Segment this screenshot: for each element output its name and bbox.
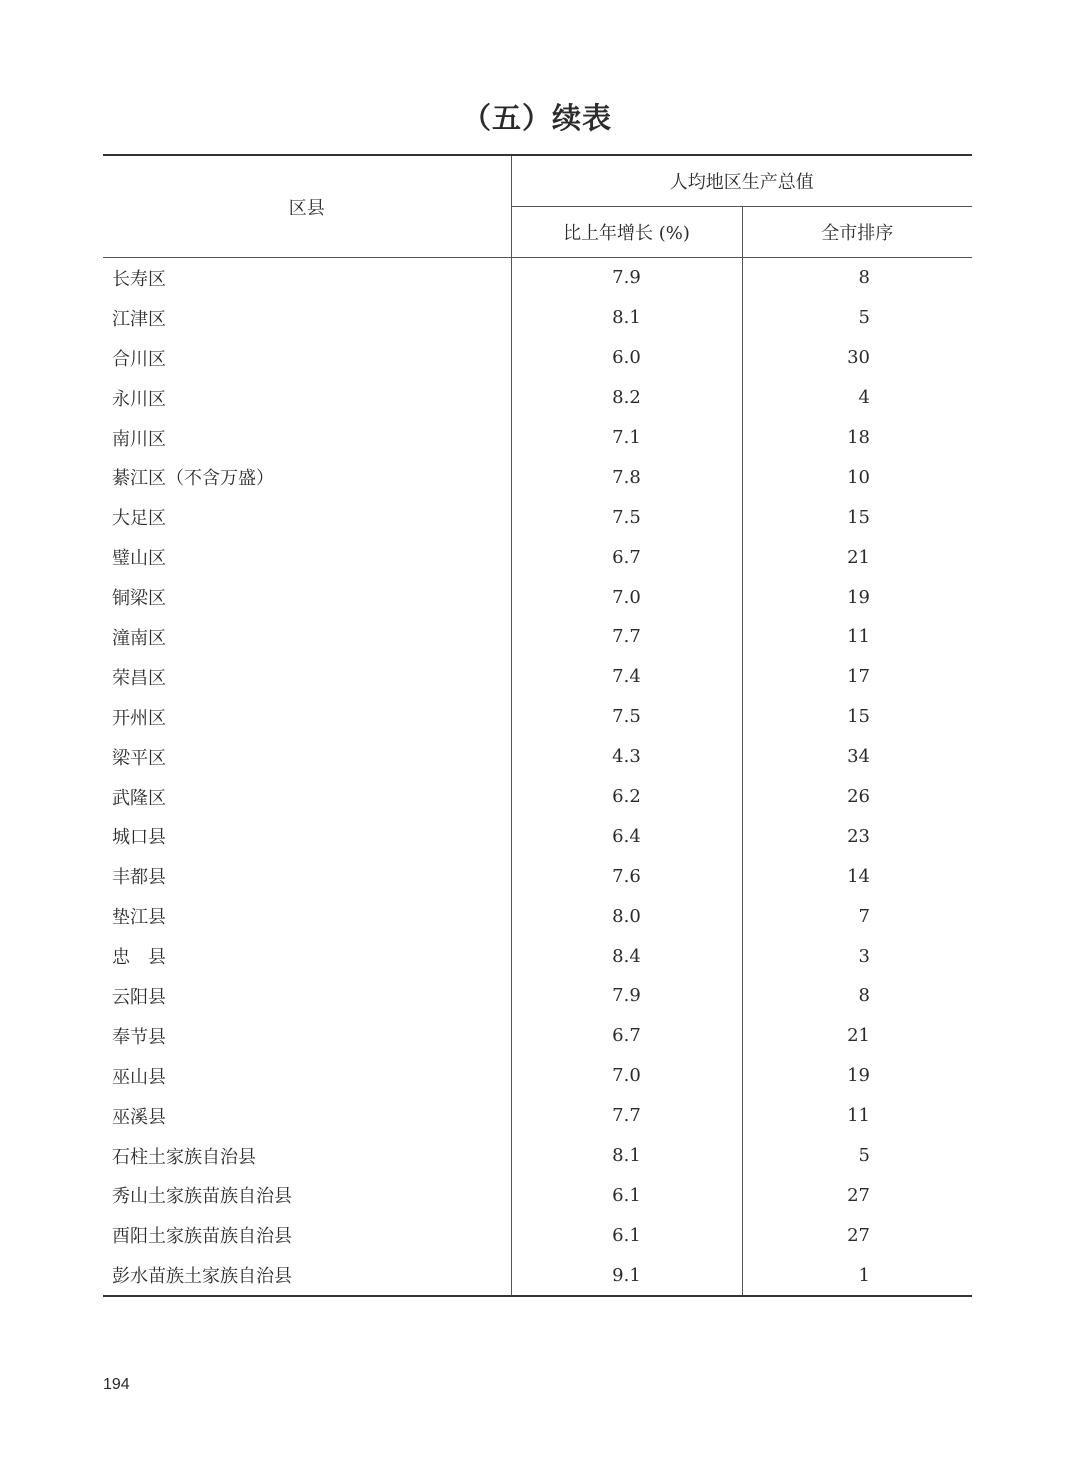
- growth-cell: 7.5: [511, 697, 742, 737]
- growth-cell: 7.9: [511, 976, 742, 1016]
- district-name-cell: 璧山区: [112, 548, 166, 570]
- table-row: [103, 617, 972, 657]
- growth-cell: 6.7: [511, 537, 742, 577]
- rank-cell: 27: [742, 1175, 972, 1215]
- district-name-cell: 潼南区: [112, 627, 166, 649]
- rank-cell: 34: [742, 737, 972, 777]
- rank-cell: 5: [742, 298, 972, 338]
- district-name-cell: 铜梁区: [112, 588, 166, 610]
- growth-cell: 7.6: [511, 856, 742, 896]
- rank-cell: 15: [742, 697, 972, 737]
- rank-cell: 3: [742, 936, 972, 976]
- table-row: [103, 338, 972, 378]
- growth-cell: 8.4: [511, 936, 742, 976]
- district-name-cell: 江津区: [112, 308, 166, 330]
- district-name-cell: 云阳县: [112, 986, 166, 1008]
- rank-cell: 14: [742, 856, 972, 896]
- district-name-cell: 彭水苗族土家族自治县: [103, 1255, 511, 1296]
- district-name-cell: 梁平区: [112, 747, 166, 769]
- rank-cell: 18: [742, 418, 972, 458]
- table-row: [103, 457, 972, 497]
- growth-cell: 9.1: [511, 1255, 742, 1296]
- growth-cell: 7.4: [511, 657, 742, 697]
- table-row: [103, 1255, 972, 1296]
- rank-cell: 23: [742, 816, 972, 856]
- rank-cell: 11: [742, 1096, 972, 1136]
- table-row: [103, 418, 972, 458]
- table-row: [103, 537, 972, 577]
- growth-cell: 7.9: [511, 258, 742, 298]
- rank-cell: 19: [742, 577, 972, 617]
- district-name-cell: 永川区: [112, 388, 166, 410]
- district-name-cell: 垫江县: [112, 907, 166, 929]
- rank-cell: 21: [742, 537, 972, 577]
- growth-cell: 6.0: [511, 338, 742, 378]
- district-name-cell: 大足区: [112, 508, 166, 530]
- district-name-cell: 綦江区（不含万盛）: [112, 468, 274, 490]
- table-row: [103, 1175, 972, 1215]
- table-row: [103, 976, 972, 1016]
- gdp-per-capita-table: [103, 154, 972, 1297]
- district-name-cell: 秀山土家族苗族自治县: [112, 1186, 292, 1208]
- growth-cell: 6.4: [511, 816, 742, 856]
- rank-cell: 5: [742, 1136, 972, 1176]
- district-name-cell: 开州区: [112, 707, 166, 729]
- table-body: [103, 258, 972, 1297]
- table-row: [103, 298, 972, 338]
- table-row: [103, 856, 972, 896]
- page-number: 194: [103, 1376, 130, 1393]
- table-row: [103, 816, 972, 856]
- growth-cell: 8.1: [511, 298, 742, 338]
- growth-cell: 8.0: [511, 896, 742, 936]
- growth-cell: 7.5: [511, 497, 742, 537]
- table-header: [103, 155, 972, 258]
- table-row: [103, 1016, 972, 1056]
- growth-cell: 7.7: [511, 617, 742, 657]
- page-title: （五）续表: [461, 101, 612, 135]
- column-header-growth: 比上年增长 (%): [511, 207, 742, 258]
- table-row: [103, 896, 972, 936]
- rank-cell: 1: [742, 1255, 972, 1296]
- rank-cell: 21: [742, 1016, 972, 1056]
- rank-cell: 27: [742, 1215, 972, 1255]
- table-row: [103, 777, 972, 817]
- district-name-cell: 长寿区: [112, 268, 166, 290]
- rank-cell: 30: [742, 338, 972, 378]
- table-row: [103, 378, 972, 418]
- rank-cell: 15: [742, 497, 972, 537]
- table-row: [103, 657, 972, 697]
- rank-cell: 17: [742, 657, 972, 697]
- table-row: [103, 697, 972, 737]
- table-row: [103, 1136, 972, 1176]
- growth-cell: 6.1: [511, 1175, 742, 1215]
- growth-cell: 7.8: [511, 457, 742, 497]
- table-row: [103, 1056, 972, 1096]
- rank-cell: 8: [742, 258, 972, 298]
- growth-cell: 6.2: [511, 777, 742, 817]
- table-row: [103, 497, 972, 537]
- growth-cell: 6.1: [511, 1215, 742, 1255]
- growth-cell: 7.0: [511, 1056, 742, 1096]
- rank-cell: 26: [742, 777, 972, 817]
- district-name-cell: 巫溪县: [112, 1106, 166, 1128]
- district-name-cell: 巫山县: [112, 1066, 166, 1088]
- table-row: [103, 577, 972, 617]
- table-row: [103, 737, 972, 777]
- rank-cell: 19: [742, 1056, 972, 1096]
- growth-cell: 7.7: [511, 1096, 742, 1136]
- rank-cell: 10: [742, 457, 972, 497]
- rank-cell: 4: [742, 378, 972, 418]
- growth-cell: 8.1: [511, 1136, 742, 1176]
- district-name-cell: 丰都县: [112, 867, 166, 889]
- district-name-cell: 武隆区: [112, 787, 166, 809]
- district-name-cell: 荣昌区: [112, 667, 166, 689]
- table-row: [103, 258, 972, 298]
- growth-cell: 7.1: [511, 418, 742, 458]
- district-name-cell: 酉阳土家族苗族自治县: [112, 1226, 292, 1248]
- growth-cell: 8.2: [511, 378, 742, 418]
- district-name-cell: 城口县: [112, 827, 166, 849]
- table-row: [103, 936, 972, 976]
- rank-cell: 8: [742, 976, 972, 1016]
- growth-cell: 6.7: [511, 1016, 742, 1056]
- column-header-rank: 全市排序: [742, 207, 972, 258]
- table-row: [103, 1215, 972, 1255]
- column-header-district: 区县: [103, 155, 511, 258]
- district-name-cell: 石柱土家族自治县: [112, 1146, 256, 1168]
- rank-cell: 7: [742, 896, 972, 936]
- rank-cell: 11: [742, 617, 972, 657]
- district-name-cell: 奉节县: [112, 1026, 166, 1048]
- column-group-header-gdp-per-capita: 人均地区生产总值: [511, 155, 972, 207]
- district-name-cell: 南川区: [112, 428, 166, 450]
- district-name-cell: 忠 县: [112, 947, 166, 969]
- table-row: [103, 1096, 972, 1136]
- district-name-cell: 合川区: [112, 348, 166, 370]
- growth-cell: 4.3: [511, 737, 742, 777]
- growth-cell: 7.0: [511, 577, 742, 617]
